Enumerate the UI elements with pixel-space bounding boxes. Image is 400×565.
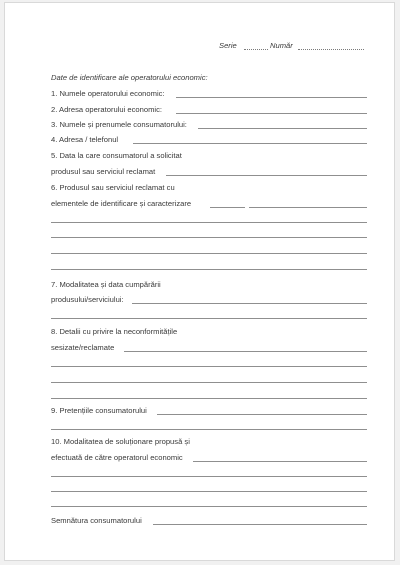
serie-label: Serie (219, 41, 237, 50)
field-3-label: 3. Numele și prenumele consumatorului: (51, 120, 187, 129)
field-7-line-a[interactable] (132, 303, 367, 304)
field-10-line-d[interactable] (51, 506, 367, 507)
field-4-line[interactable] (133, 143, 367, 144)
field-8-line-c[interactable] (51, 382, 367, 383)
field-9-label: 9. Pretențiile consumatorului (51, 406, 147, 415)
field-6-line-e[interactable] (51, 253, 367, 254)
form-page (4, 2, 395, 561)
numar-field[interactable] (298, 49, 364, 50)
field-8-label-b: sesizate/reclamate (51, 343, 115, 352)
signature-label: Semnătura consumatorului (51, 516, 142, 525)
field-8-line-d[interactable] (51, 398, 367, 399)
field-1-label: 1. Numele operatorului economic: (51, 89, 165, 98)
field-8-label-a: 8. Detalii cu privire la neconformitățile (51, 327, 178, 336)
field-6-line-d[interactable] (51, 237, 367, 238)
field-9-line-a[interactable] (157, 414, 367, 415)
signature-line[interactable] (153, 524, 367, 525)
field-2-label: 2. Adresa operatorului economic: (51, 105, 163, 114)
field-7-line-b[interactable] (51, 318, 367, 319)
serie-field[interactable] (244, 49, 268, 50)
field-5-label-b: produsul sau serviciul reclamat (51, 167, 156, 176)
field-7-label-a: 7. Modalitatea și data cumpărării (51, 280, 161, 289)
field-6-label-a: 6. Produsul sau serviciul reclamat cu (51, 183, 175, 192)
field-6-label-b: elementele de identificare și caracterizare (51, 199, 192, 208)
field-6-line-f[interactable] (51, 269, 367, 270)
field-8-line-b[interactable] (51, 366, 367, 367)
section-title: Date de identificare ale operatorului economic: (51, 73, 208, 82)
field-5-label-a: 5. Data la care consumatorul a solicitat (51, 151, 182, 160)
field-5-line[interactable] (166, 175, 367, 176)
field-6-line-a[interactable] (210, 207, 245, 208)
field-2-line[interactable] (176, 113, 367, 114)
field-10-line-c[interactable] (51, 491, 367, 492)
field-8-line-a[interactable] (124, 351, 367, 352)
field-10-label-a: 10. Modalitatea de soluționare propusă și (51, 437, 190, 446)
field-3-line[interactable] (198, 128, 367, 129)
field-4-label: 4. Adresa / telefonul (51, 135, 119, 144)
field-10-line-a[interactable] (193, 461, 367, 462)
field-1-line[interactable] (176, 97, 367, 98)
field-6-line-c[interactable] (51, 222, 367, 223)
field-9-line-b[interactable] (51, 429, 367, 430)
field-6-line-b[interactable] (249, 207, 367, 208)
field-7-label-b: produsului/serviciului: (51, 295, 124, 304)
field-10-label-b: efectuată de către operatorul economic (51, 453, 183, 462)
numar-label: Număr (270, 41, 293, 50)
field-10-line-b[interactable] (51, 476, 367, 477)
